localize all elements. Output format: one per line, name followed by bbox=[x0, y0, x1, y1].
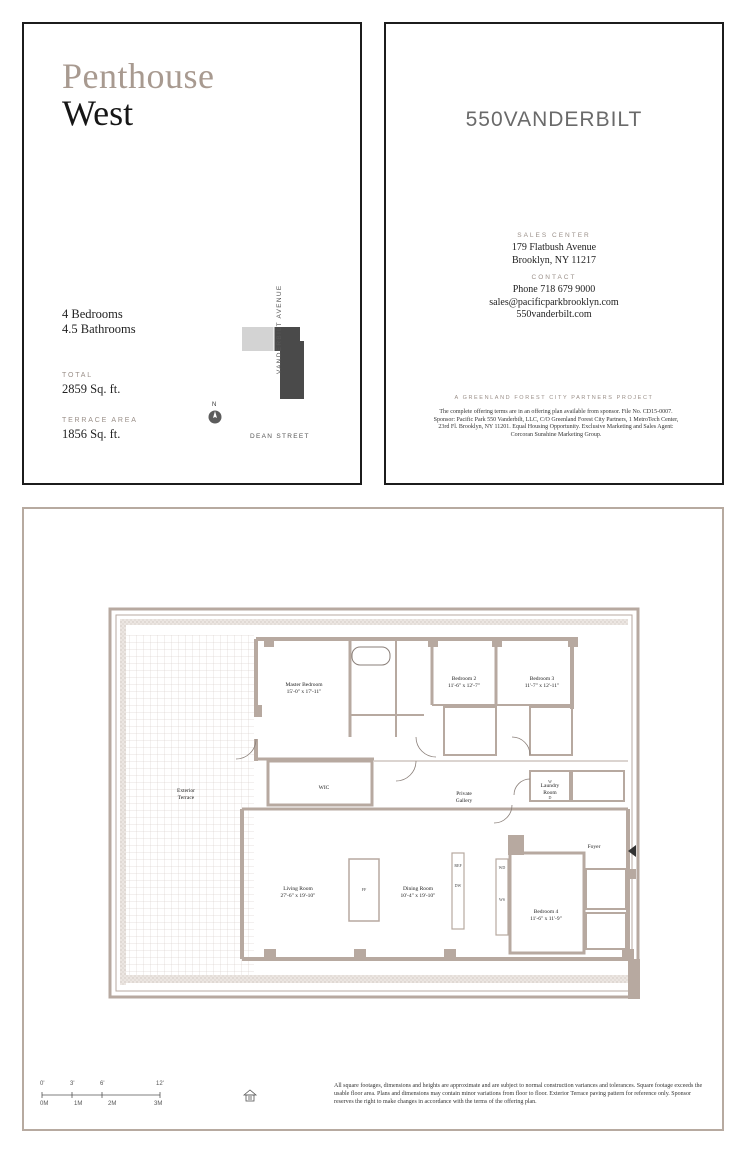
scale-m-1: 1M bbox=[74, 1101, 83, 1107]
living-room-label: Living Room bbox=[283, 886, 313, 892]
compass-label: N bbox=[212, 402, 217, 408]
address-line-1: 179 Flatbush Avenue bbox=[511, 242, 597, 253]
brand-logo: 550VANDERBILT bbox=[465, 108, 643, 131]
title-line-2: West bbox=[62, 93, 134, 133]
terrace-label-1: Exterior bbox=[176, 788, 196, 794]
bedroom3-dims: 11'-7" x 12'-11" bbox=[524, 683, 560, 689]
phone-number[interactable]: Phone 718 679 9000 bbox=[512, 284, 596, 295]
terrace-label: TERRACE AREA bbox=[62, 417, 138, 424]
scale-bar bbox=[42, 1092, 160, 1098]
dining-room-dims: 10'-4" x 19'-10" bbox=[400, 893, 436, 899]
scale-m-2: 2M bbox=[108, 1101, 117, 1107]
offering-disclaimer: The complete offering terms are in an offering plan available from sponsor. File No. CD15-0007. Sponsor: Pacific Park 550 Vanderbilt, LLC, C/O Greenland Forest City Partners, 1 MetroTech Center, 23rd Fl. Brooklyn, NY 11201. Equal Housing Opportunity. Exclusive Marketing and Sales Agent: Corcoran Sunshine Marketing Group. bbox=[433, 409, 679, 438]
bedroom3-label: Bedroom 3 bbox=[529, 676, 555, 682]
floor-plan-panel bbox=[22, 507, 724, 1131]
bedroom4-dims: 11'-6" x 11'-9" bbox=[530, 916, 562, 922]
bathtub bbox=[352, 647, 390, 665]
appliance-ws: WS bbox=[499, 897, 505, 902]
terrace-value: 1856 Sq. ft. bbox=[62, 427, 121, 441]
scale-m-3: 3M bbox=[154, 1101, 163, 1107]
street-horizontal: DEAN STREET bbox=[250, 433, 310, 440]
appliance-w: W bbox=[548, 779, 552, 784]
plan-disclaimer: All square footages, dimensions and heights are approximate and are subject to normal construction variances and tolerances. Square footage exceeds the usable floor area. Plans and dimensions may contain minor variations from floor to floor. Exterior Terrace paving pattern for reference only. Sponsor reserves the right to make changes in accordance with the terms of the offering plan. bbox=[334, 1083, 703, 1105]
gallery-label-2: Gallery bbox=[455, 798, 473, 804]
compass-icon bbox=[207, 409, 223, 425]
wic-label: WIC bbox=[318, 785, 330, 791]
master-bedroom-dims: 15'-0" x 17'-11" bbox=[286, 689, 322, 695]
master-bedroom-label: Master Bedroom bbox=[285, 682, 323, 688]
contact-panel bbox=[384, 22, 724, 485]
website-link[interactable]: 550vanderbilt.com bbox=[516, 309, 592, 320]
terrace-planter bbox=[120, 619, 628, 625]
bedroom4-label: Bedroom 4 bbox=[533, 909, 559, 915]
terrace-label-2: Terrace bbox=[177, 795, 195, 801]
bedroom-count: 4 Bedrooms bbox=[62, 307, 123, 321]
scale-ft-3: 3' bbox=[70, 1081, 75, 1087]
laundry-label-1: Laundry bbox=[540, 783, 560, 789]
exterior-terrace-paving bbox=[126, 635, 254, 975]
street-vertical: VANDERBILT AVENUE bbox=[276, 284, 283, 374]
scale-m-0: 0M bbox=[40, 1101, 49, 1107]
dining-room-label: Dining Room bbox=[402, 886, 434, 892]
bedroom2-label: Bedroom 2 bbox=[451, 676, 477, 682]
cover-panel bbox=[22, 22, 362, 485]
appliance-ff: FF bbox=[361, 887, 367, 892]
address-line-2: Brooklyn, NY 11217 bbox=[512, 254, 596, 266]
title-line-1: Penthouse bbox=[62, 56, 215, 96]
foyer-label: Foyer bbox=[587, 844, 601, 850]
appliance-d: D bbox=[548, 795, 552, 800]
appliance-wd: WD bbox=[498, 865, 506, 870]
equal-housing-icon bbox=[244, 1090, 256, 1101]
total-value: 2859 Sq. ft. bbox=[62, 382, 121, 396]
appliance-ref: REF bbox=[454, 863, 462, 868]
project-line: A GREENLAND FOREST CITY PARTNERS PROJECT bbox=[454, 395, 654, 401]
key-plan-neighbor bbox=[242, 327, 274, 351]
gallery-label-1: Private bbox=[456, 791, 472, 797]
sales-center-label: SALES CENTER bbox=[517, 232, 591, 239]
scale-ft-12: 12' bbox=[156, 1081, 164, 1087]
floor-plan bbox=[24, 509, 722, 1129]
email-link[interactable]: sales@pacificparkbrooklyn.com bbox=[489, 296, 619, 308]
living-room-dims: 27'-6" x 19'-10" bbox=[280, 893, 316, 899]
laundry-label-2: Room bbox=[543, 790, 557, 796]
appliance-dw: DW bbox=[454, 883, 462, 888]
scale-ft-6: 6' bbox=[100, 1081, 105, 1087]
bedroom2-dims: 11'-6" x 12'-7" bbox=[448, 683, 480, 689]
bathroom-count: 4.5 Bathrooms bbox=[62, 322, 136, 336]
scale-ft-0: 0' bbox=[40, 1081, 45, 1087]
total-label: TOTAL bbox=[62, 372, 93, 379]
contact-label: CONTACT bbox=[531, 274, 577, 281]
